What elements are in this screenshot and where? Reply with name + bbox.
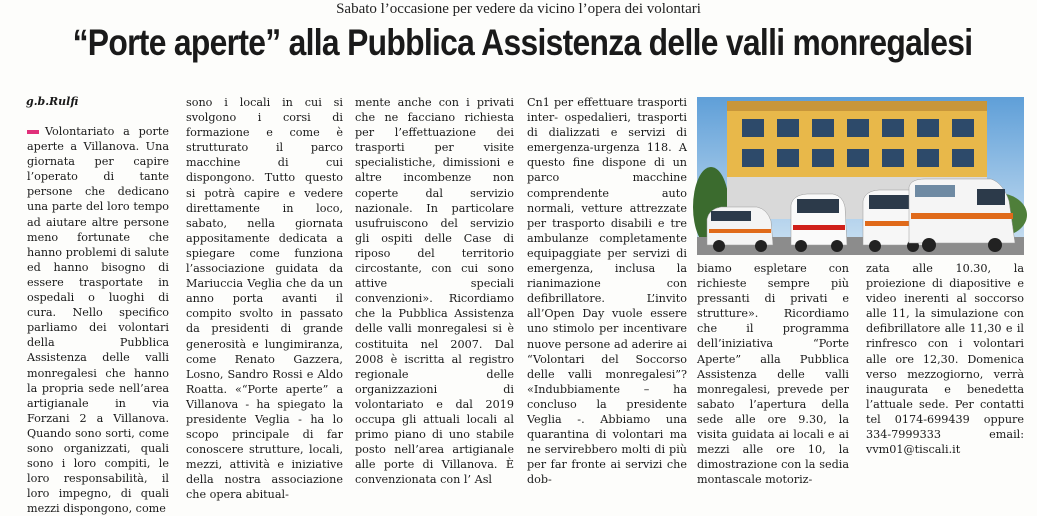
ambulance-photo <box>697 97 1024 255</box>
headline: “Porte aperte” alla Pubblica Assistenza delle valli monregalesi <box>72 22 973 63</box>
column-text: sono i locali in cui si svolgono i corsi di formazione e come è strutturato il parco macchine di cui dispongono. Tutto questo si potrà capire e vedere direttamente in loco, sabato, nella giornata appositamente dedicata a spiegare come funziona l’associazione guidata da Mariuccia Veglia che da un anno porta avanti il compito svolto in passato da presidenti di grande generosità e lungimiranza, come Renato Gazzera, Losno, Sandro Rossi e Aldo Roatta. «“Porte aperte” a Villanova - ha spiegato la presidente Veglia - ha lo scopo principale di far conoscere strutture, locali, mezzi, attività e iniziative della nostra associazione che opera abitual- <box>186 96 343 502</box>
section-marker <box>27 130 39 134</box>
column-text: mente anche con i privati che ne facciano richiesta per l’effettuazione dei trasporti per visite specialistiche, dimissioni e altre incombenze non coperte dal servizio nazionale. In particolare usufruiscono del servizio gli ospiti delle Case di riposo del territorio circostante, con cui sono attive speciali convenzioni». Ricordiamo che la Pubblica Assistenza delle valli monregalesi si è costituita nel 2007. Dal 2008 è iscritta al registro regionale delle organizzazioni di volontariato e dal 2019 occupa gli attuali locali al primo piano di uno stabile posto nell’area artigianale alle porte di Villanova. È convenzionata con l’ Asl <box>355 96 514 487</box>
column-text: Volontariato a porte aperte a Villanova. Una giornata per capire l’operato di tante persone che dedicano una parte del loro tempo ad aiutare altre persone meno fortunate che hanno problemi di salute ed hanno bisogno di essere trasportate in ospedali o luoghi di cura. Nello specifico parliamo dei volontari della Pubblica Assistenza delle valli monregalesi che hanno la propria sede nell’area artigianale in via Forzani 2 a Villanova. Quando sono sorti, come sono organizzati, quali sono i loro compiti, le loro responsabilità, il loro impegno, di quali mezzi dispongono, come <box>27 125 169 516</box>
article-column-4 <box>527 95 687 487</box>
column-text: biamo espletare con richieste sempre più pressanti di privati e strutture». Ricordiamo che il programma dell’iniziativa “Porte Aperte” alla Pubblica Assistenza delle valli monregalesi, prevede per sabato l’apertura della sede alle ore 9.30, la visita guidata ai locali e ai mezzi alle ore 10, la dimostrazione con la sedia montascale motoriz- <box>697 262 849 487</box>
article-column-1 <box>27 124 169 516</box>
article-column-6 <box>866 261 1024 470</box>
article-column-2 <box>186 95 343 502</box>
column-text: zata alle 10.30, la proiezione di diapositive e video inerenti al soccorso alle 11, la simulazione con defibrillatore alle 11,30 e il rinfresco con i volontari alle ore 12,30. Domenica verso mezzogiorno, verrà inaugurata e benedetta l’attuale sede. Per contatti tel 0174-699439 oppure 334-7999333 email: vvm01@tiscali.it <box>866 262 1024 457</box>
column-text: Cn1 per effettuare trasporti inter- ospedalieri, trasporti di dializzati e servizi di emergenza-urgenza 118. A questo fine dispone di un parco macchine comprendente auto normali, vetture attrezzate per trasporto disabili e tre ambulanze completamente equipaggiate per servizi di emergenza, inclusa la rianimazione con defibrillatore. L’invito all’Open Day vuole essere uno stimolo per incentivare nuove persone ad aderire ai “Volontari del Soccorso delle valli monregalesi”? «Indubbiamente – ha concluso la presidente Veglia -. Abbiamo una quarantina di volontari ma ne servirebbero molti di più per far fronte ai servizi che dob- <box>527 96 687 487</box>
kicker: Sabato l’occasione per vedere da vicino l’opera dei volontari <box>336 1 701 17</box>
ambulance-photo-illustration <box>697 97 1024 255</box>
article-column-5 <box>697 261 849 487</box>
article-column-3 <box>355 95 514 487</box>
byline: g.b.Rulfi <box>26 95 79 108</box>
